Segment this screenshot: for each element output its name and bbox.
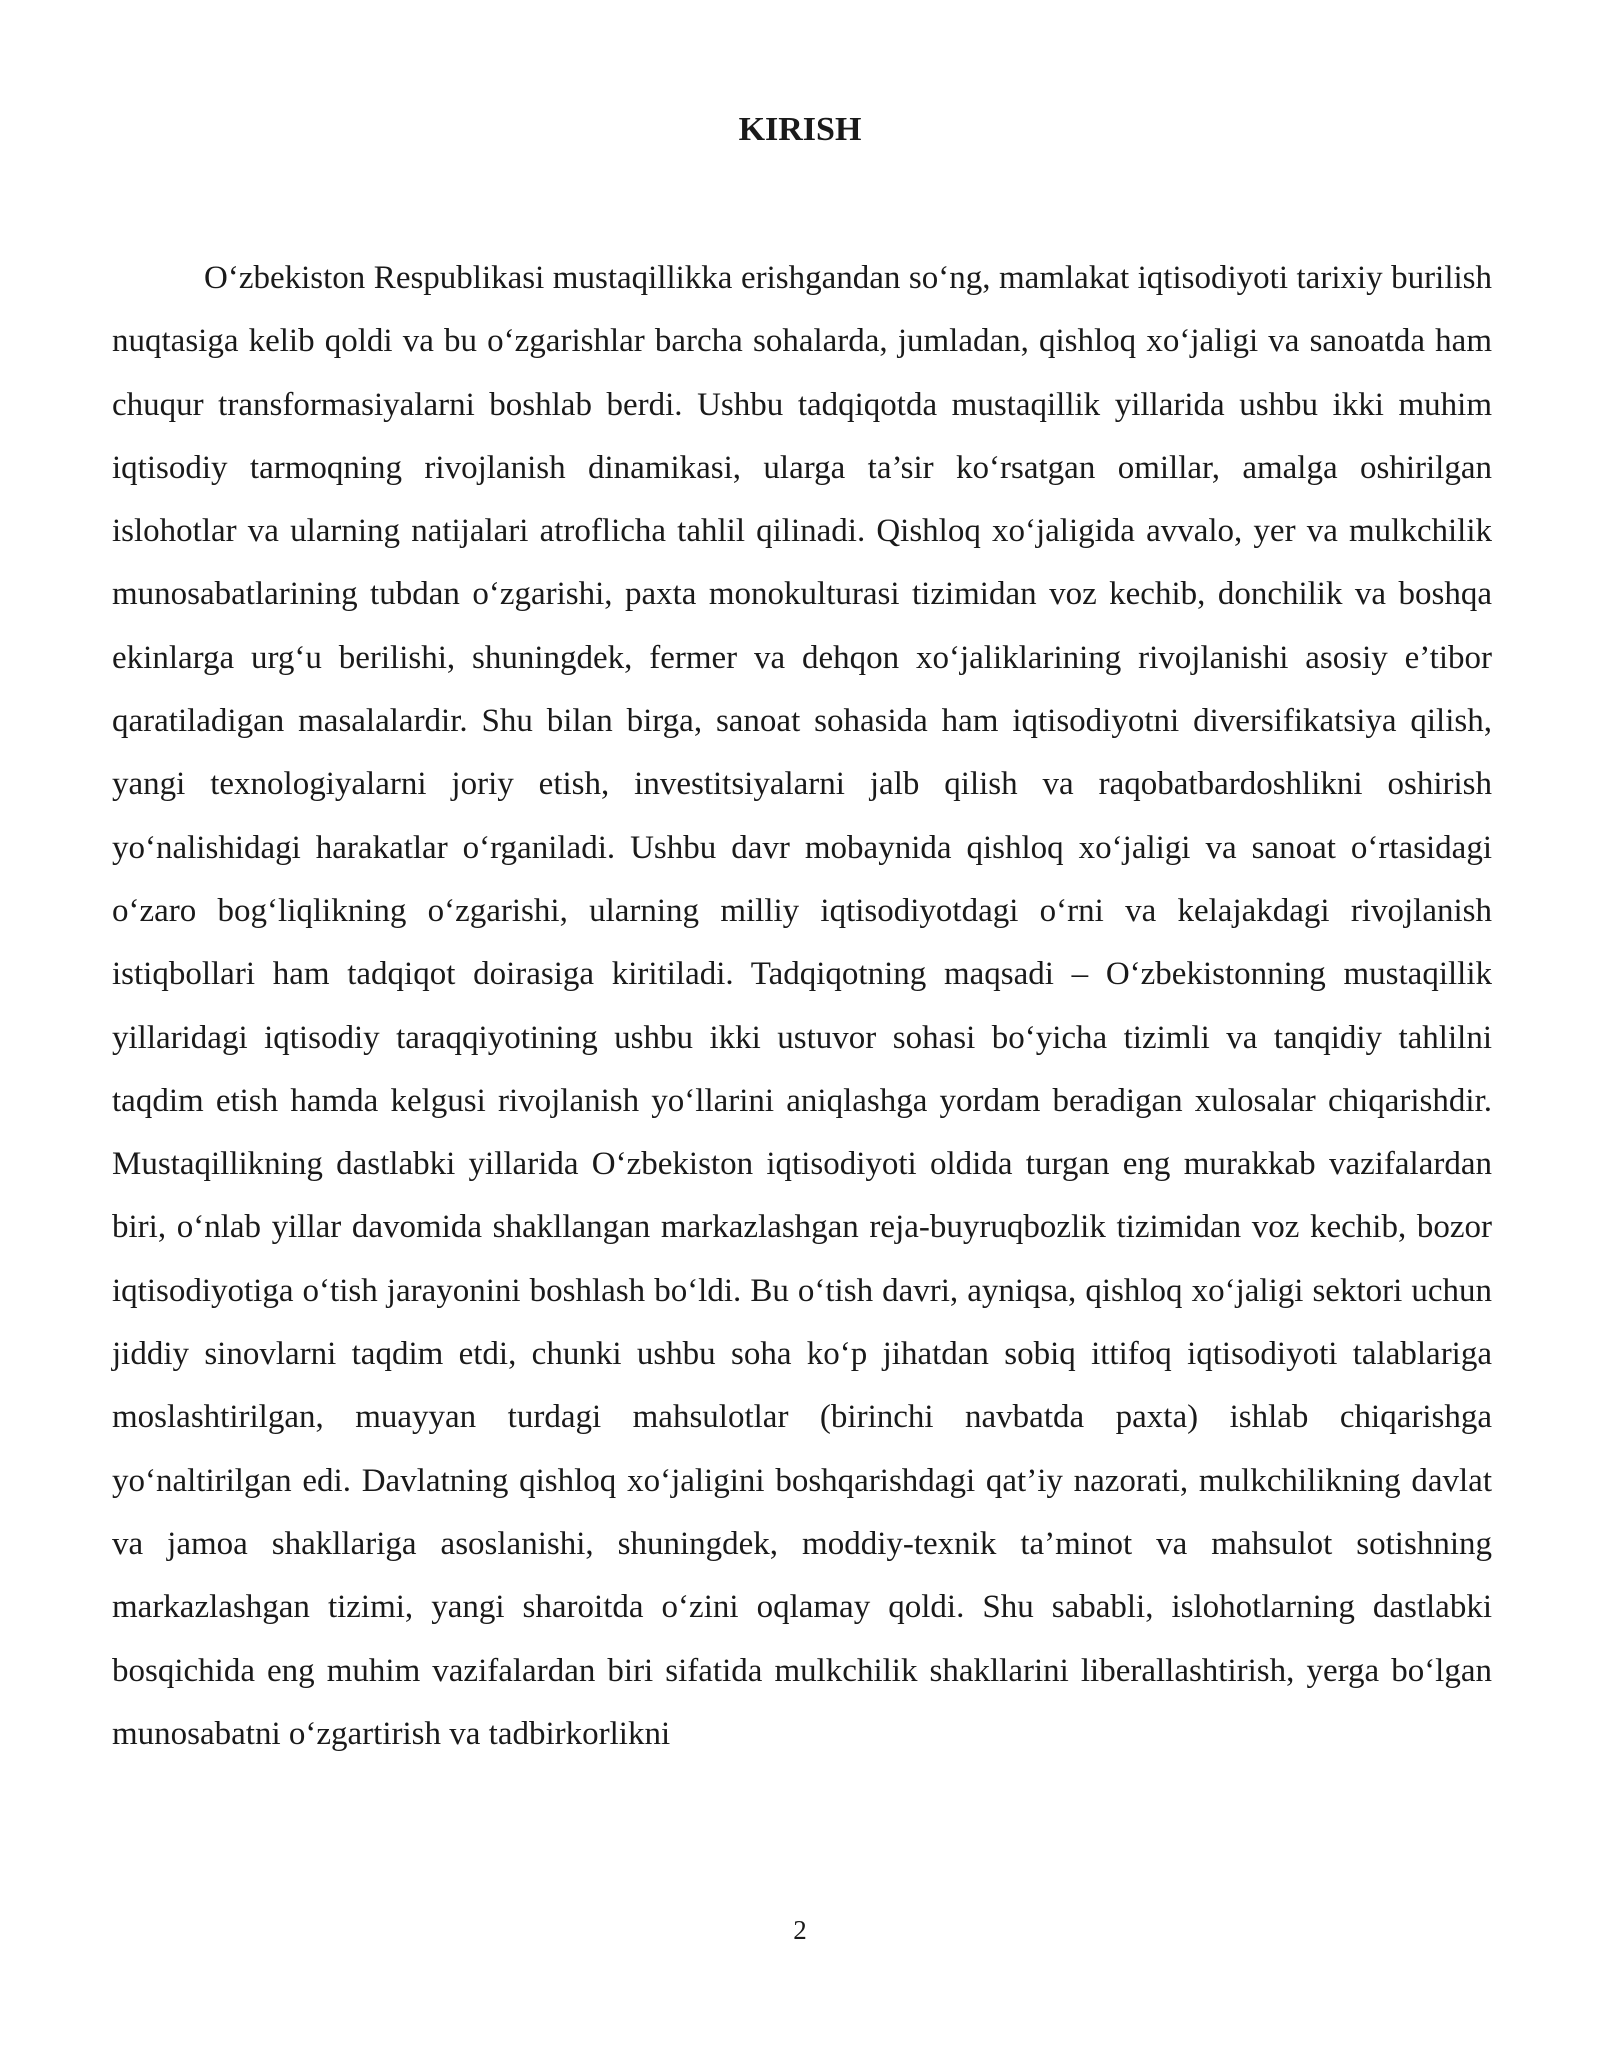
body-paragraph: O‘zbekiston Respublikasi mustaqillikka erishgandan so‘ng, mamlakat iqtisodiyoti tarixiy burilish nuqtasiga kelib qoldi va bu o‘zgarishlar barcha sohalarda, jumladan, qishloq xo‘jaligi va sanoatda ham chuqur transformasiyalarni boshlab berdi. Ushbu tadqiqotda mustaqillik yillarida ushbu ikki muhim iqtisodiy tarmoqning rivojlanish dinamikasi, ularga ta’sir ko‘rsatgan omillar, amalga oshirilgan islohotlar va ularning natijalari atroflicha tahlil qilinadi. Qishloq xo‘jaligida avvalo, yer va mulkchilik munosabatlarining tubdan o‘zgarishi, paxta monokulturasi tizimidan voz kechib, donchilik va boshqa ekinlarga urg‘u berilishi, shuningdek, fermer va dehqon xo‘jaliklarining rivojlanishi asosiy e’tibor qaratiladigan masalalardir. Shu bilan birga, sanoat sohasida ham iqtisodiyotni diversifikatsiya qilish, yangi texnologiyalarni joriy etish, investitsiyalarni jalb qilish va raqobatbardoshlikni oshirish yo‘nalishidagi harakatlar o‘rganiladi. Ushbu davr mobaynida qishloq xo‘jaligi va sanoat o‘rtasidagi o‘zaro bog‘liqlikning o‘zgarishi, ularning milliy iqtisodiyotdagi o‘rni va kelajakdagi rivojlanish istiqbollari ham tadqiqot doirasiga kiritiladi. Tadqiqotning maqsadi – O‘zbekistonning mustaqillik yillaridagi iqtisodiy taraqqiyotining ushbu ikki ustuvor sohasi bo‘yicha tizimli va tanqidiy tahlilni taqdim etish hamda kelgusi rivojlanish yo‘llarini aniqlashga yordam beradigan xulosalar chiqarishdir. Mustaqillikning dastlabki yillarida O‘zbekiston iqtisodiyoti oldida turgan eng murakkab vazifalardan biri, o‘nlab yillar davomida shakllangan markazlashgan reja-buyruqbozlik tizimidan voz kechib, bozor iqtisodiyotiga o‘tish jarayonini boshlash bo‘ldi. Bu o‘tish davri, ayniqsa, qishloq xo‘jaligi sektori uchun jiddiy sinovlarni taqdim etdi, chunki ushbu soha ko‘p jihatdan sobiq ittifoq iqtisodiyoti talablariga moslashtirilgan, muayyan turdagi mahsulotlar (birinchi navbatda paxta) ishlab chiqarishga yo‘naltirilgan edi. Davlatning qishloq xo‘jaligini boshqarishdagi qat’iy nazorati, mulkchilikning davlat va jamoa shakllariga asoslanishi, shuningdek, moddiy-texnik ta’minot va mahsulot sotishning markazlashgan tizimi, yangi sharoitda o‘zini oqlamay qoldi. Shu sababli, islohotlarning dastlabki bosqichida eng muhim vazifalardan biri sifatida mulkchilik shakllarini liberallashtirish, yerga bo‘lgan munosabatni o‘zgartirish va tadbirkorlikni — [112, 260, 1492, 1752]
page-title: KIRISH — [738, 111, 862, 148]
page-number: 2 — [793, 1915, 807, 1945]
